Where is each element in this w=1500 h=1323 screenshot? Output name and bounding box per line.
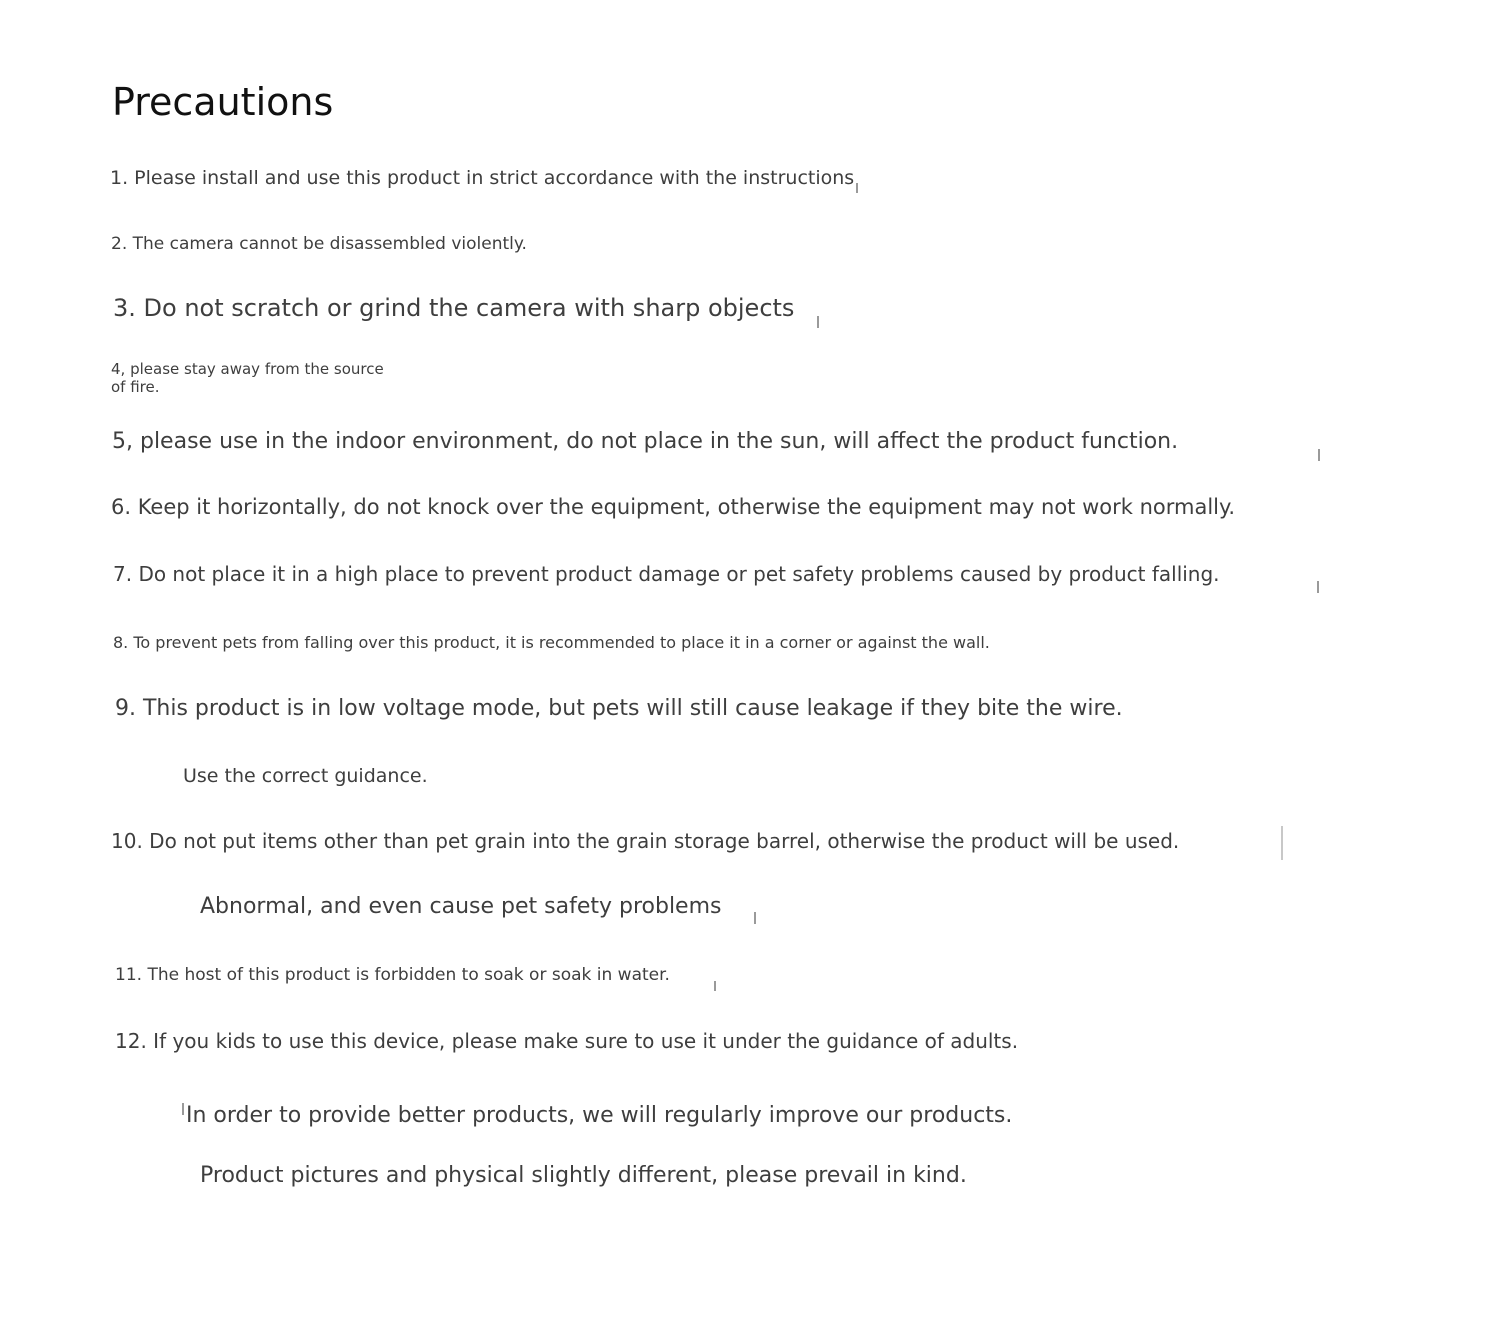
precaution-3: 3. Do not scratch or grind the camera with sharp objects (113, 294, 795, 322)
precaution-6: 6. Keep it horizontally, do not knock over the equipment, otherwise the equipment may not work normally. (111, 495, 1236, 519)
scan-speck (817, 316, 819, 328)
scan-speck (714, 981, 716, 991)
precaution-8: 8. To prevent pets from falling over this product, it is recommended to place it in a corner or against the wall. (113, 633, 990, 652)
improvement-note: In order to provide better products, we will regularly improve our products. (186, 1103, 1013, 1128)
precaution-7: 7. Do not place it in a high place to prevent product damage or pet safety problems caused by product falling. (113, 562, 1220, 586)
scan-speck (856, 183, 858, 193)
precaution-10-continued: Abnormal, and even cause pet safety problems (200, 894, 722, 919)
precaution-12: 12. If you kids to use this device, please make sure to use it under the guidance of adults. (115, 1029, 1019, 1053)
picture-difference-note: Product pictures and physical slightly different, please prevail in kind. (200, 1163, 967, 1188)
precaution-10: 10. Do not put items other than pet grain into the grain storage barrel, otherwise the product will be used. (111, 829, 1180, 853)
scan-speck (1318, 449, 1320, 461)
precaution-2: 2. The camera cannot be disassembled violently. (111, 234, 527, 254)
scan-speck (1281, 826, 1283, 860)
precaution-4: 4, please stay away from the source of fire. (111, 360, 384, 396)
page-title: Precautions (112, 80, 334, 124)
scan-speck (182, 1103, 184, 1115)
precaution-5: 5, please use in the indoor environment, do not place in the sun, will affect the product function. (112, 429, 1179, 454)
precaution-9: 9. This product is in low voltage mode, but pets will still cause leakage if they bite the wire. (115, 696, 1123, 721)
precaution-1: 1. Please install and use this product in strict accordance with the instructions (110, 167, 855, 189)
scan-speck (754, 912, 756, 924)
precaution-9-continued: Use the correct guidance. (183, 765, 428, 787)
precaution-11: 11. The host of this product is forbidden to soak or soak in water. (115, 965, 670, 985)
scan-speck (1317, 581, 1319, 593)
